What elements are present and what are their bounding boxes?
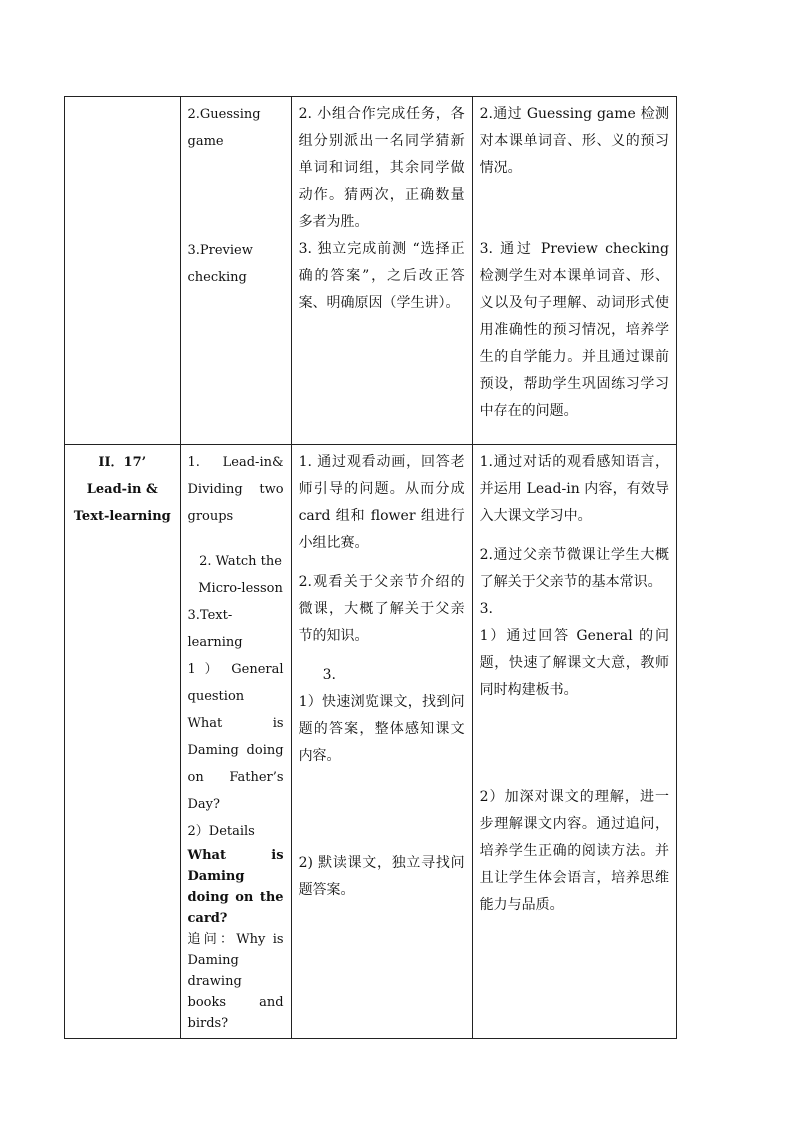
- purpose-text-learning: 3.: [479, 601, 493, 617]
- details-question-text: What is Daming doing on the card?: [187, 848, 284, 926]
- activity-preview-checking: 3.Preview checking: [187, 243, 253, 285]
- purpose-cell: [472, 97, 676, 445]
- table-row: [65, 97, 677, 445]
- student-activity-cell: [291, 445, 472, 1039]
- purpose-cell: [472, 445, 676, 1039]
- stage-cell: [65, 445, 181, 1039]
- student-text-learning: 3.: [322, 667, 336, 683]
- student-activity-3: 3. 独立完成前测 “选择正确的答案”，之后改正答案、明确原因（学生讲）。: [298, 241, 465, 311]
- activity-micro-lesson: 2. Watch the Micro-lesson: [198, 554, 283, 596]
- stage-number: II．17’: [98, 455, 147, 470]
- stage-title: Lead-in &: [86, 482, 158, 497]
- student-activity-2: 2. 小组合作完成任务，各组分别派出一名同学猜新单词和词组，其余同学做动作。猜两次，正确数量多者为胜。: [298, 106, 465, 230]
- stage-cell: [65, 97, 181, 445]
- student-lead-in: 1. 通过观看动画，回答老师引导的问题。从而分成 card 组和 flower 组进行小组比赛。: [298, 454, 465, 551]
- lesson-plan-table: [64, 96, 677, 1039]
- purpose-2: 2.通过 Guessing game 检测对本课单词音、形、义的预习情况。: [479, 106, 669, 176]
- purpose-general-question: 1）通过回答 General 的问题，快速了解课文大意，教师同时构建板书。: [479, 628, 669, 698]
- teacher-activity-cell: [180, 97, 291, 445]
- activity-text-learning: 3.Text-learning: [187, 608, 243, 650]
- activity-general-question: 1 ） General question: [187, 662, 284, 704]
- purpose-micro-lesson: 2.通过父亲节微课让学生大概了解关于父亲节的基本常识。: [479, 547, 669, 590]
- student-general-question: 1）快速浏览课文，找到问题的答案，整体感知课文内容。: [298, 694, 465, 764]
- teacher-activity-cell: [180, 445, 291, 1039]
- table-row: [65, 445, 677, 1039]
- follow-up-question: 追问：Why is Daming drawing books and birds?: [187, 932, 284, 1031]
- purpose-lead-in: 1.通过对话的观看感知语言，并运用 Lead-in 内容，有效导入大课文学习中。: [479, 454, 669, 524]
- stage-title-2: Text-learning: [73, 509, 171, 524]
- student-activity-cell: [291, 97, 472, 445]
- purpose-3: 3. 通过 Preview checking 检测学生对本课单词音、形、义以及句子理解、动词形式使用准确性的预习情况，培养学生的自学能力。并且通过课前预设，帮助学生巩固练习学习中存在的问题。: [479, 241, 669, 419]
- activity-lead-in: 1. Lead-in& Dividing two groups: [187, 455, 284, 524]
- general-question-text: What is Daming doing on Father’s Day?: [187, 716, 284, 812]
- purpose-details: 2）加深对课文的理解，进一步理解课文内容。通过追问，培养学生正确的阅读方法。并且让学生体会语言，培养思维能力与品质。: [479, 789, 669, 913]
- student-details: 2) 默读课文，独立寻找问题答案。: [298, 855, 465, 898]
- activity-details: 2）Details: [187, 824, 255, 839]
- student-micro-lesson: 2.观看关于父亲节介绍的微课，大概了解关于父亲节的知识。: [298, 574, 465, 644]
- activity-guessing-game: 2.Guessing game: [187, 107, 261, 149]
